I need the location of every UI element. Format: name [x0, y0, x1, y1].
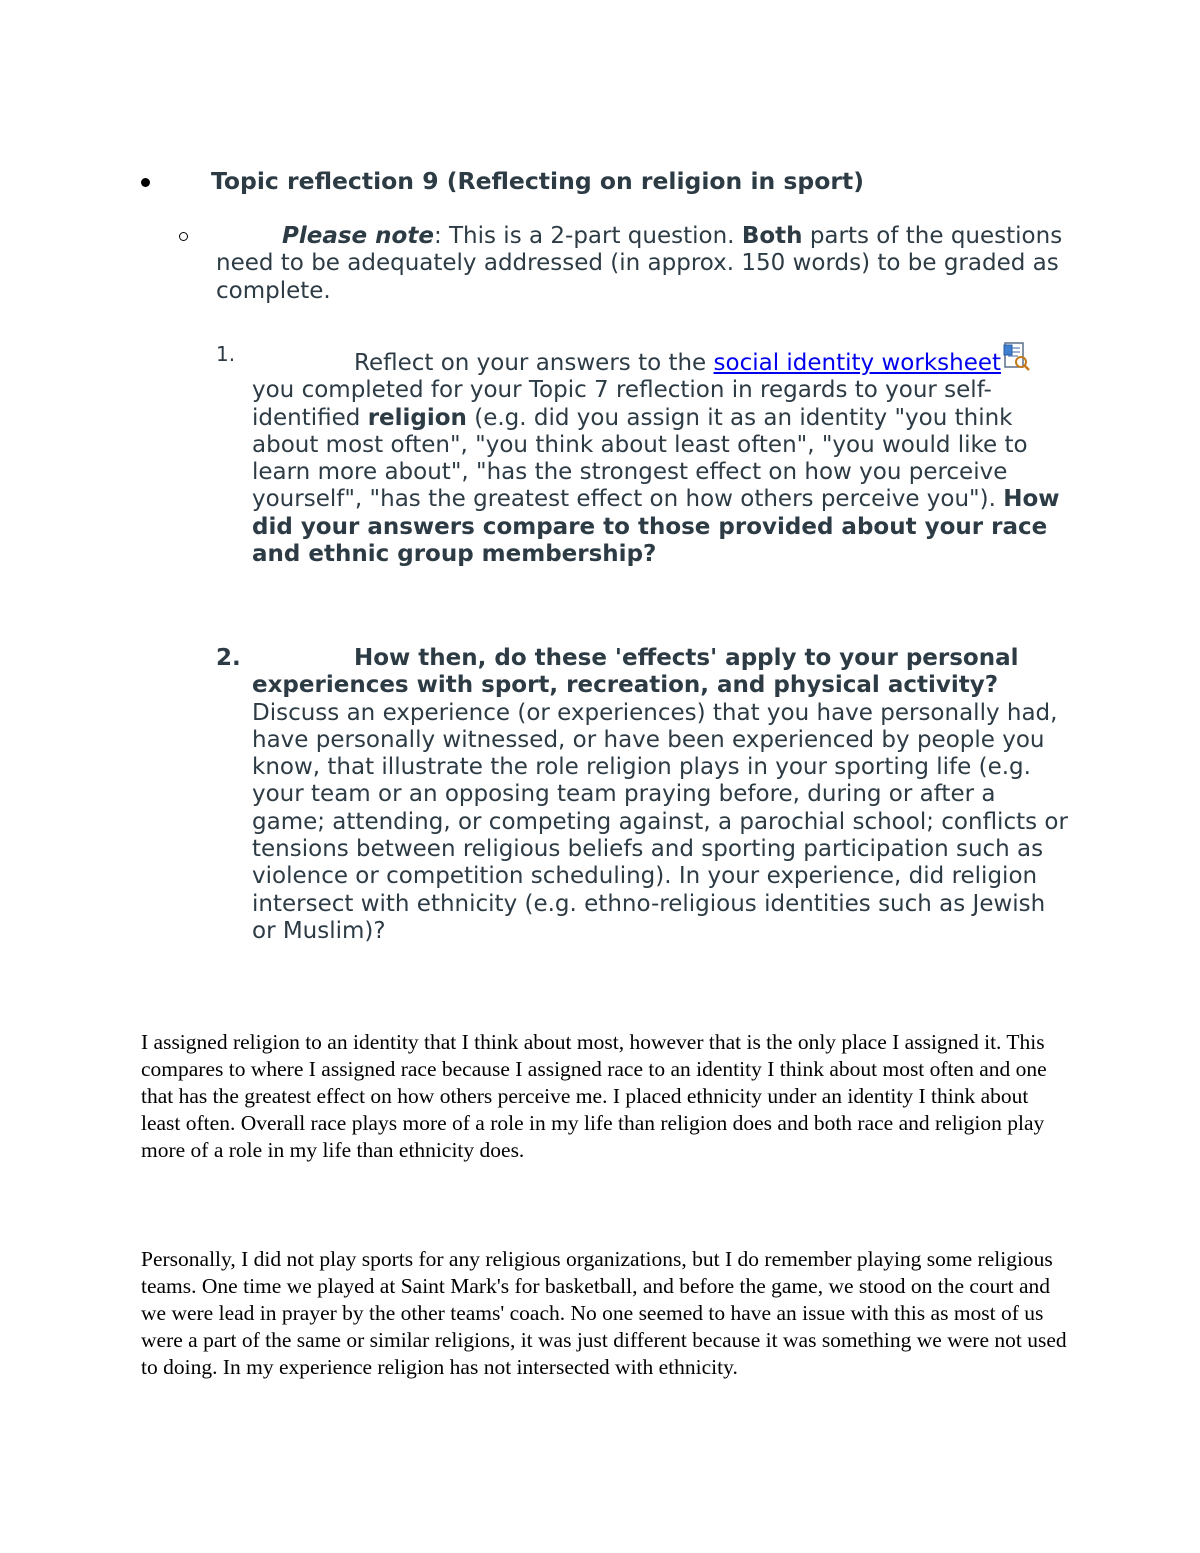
- question1-text-b: (e.g. did you assign it as an identity "you think about most often", "you think about least often", "you would like to learn more about", "has the strongest effect on how you perceive yourself", "has the greatest effect on how others perceive you").: [252, 404, 1028, 513]
- note-text-b: parts of the questions need to be adequately addressed (in approx. 150 words) to be graded as complete.: [216, 223, 1063, 304]
- question2-text: Discuss an experience (or experiences) that you have personally had, have personally witnessed, or have been experienced by people you know, that illustrate the role religion plays in your sporting life (e.g. your team or an opposing team praying before, during or after a game; attending, or competing against, a parochial school; conflicts or tensions between religious beliefs and sporting participation such as violence or competition scheduling). In your experience, did religion intersect with ethnicity (e.g. ethno-religious identities such as Jewish or Muslim)?: [252, 699, 1068, 944]
- answer-paragraph-2: Personally, I did not play sports for any religious organizations, but I do remember playing some religious teams. One time we played at Saint Mark's for basketball, and before the game, we stood on the court and we were lead in prayer by the other teams' coach. No one seemed to have an issue with this as most of us were a part of the same or similar religions, it was just different because it was something we were not used to doing. In my experience religion has not intersected with ethnicity.: [141, 1247, 1067, 1380]
- question2-number: 2.: [216, 645, 241, 671]
- topic-title: Topic reflection 9 (Reflecting on religion in sport): [211, 167, 864, 195]
- question1: [252, 342, 1072, 568]
- question1-text-a: you completed for your Topic 7 reflection in regards to your self-identified: [252, 377, 992, 431]
- question1-religion: religion: [367, 404, 467, 431]
- answer-paragraph-1: I assigned religion to an identity that I think about most, however that is the only place I assigned it. This compares to where I assigned race because I assigned race to an identity I think about most often and one that has the greatest effect on how others perceive me. I placed ethnicity under an identity I think about least often. Overall race plays more of a role in my life than religion does and both race and religion play more of a role in my life than ethnicity does.: [141, 1030, 1047, 1163]
- note-paragraph: [216, 223, 1066, 305]
- note-label: Please note: [282, 223, 434, 249]
- question2: [252, 645, 1072, 945]
- document-icon[interactable]: [1002, 342, 1030, 372]
- note-text-a: : This is a 2-part question.: [433, 223, 742, 249]
- social-identity-worksheet-link[interactable]: social identity worksheet: [713, 350, 1002, 376]
- question1-number: 1.: [216, 342, 236, 366]
- note-both: Both: [741, 223, 803, 249]
- question1-intro: Reflect on your answers to the: [354, 350, 714, 376]
- bullet-dot-icon: [141, 178, 150, 187]
- question2-bold-question: How then, do these 'effects' apply to your personal experiences with sport, recreation, and physical activity?: [252, 645, 1019, 699]
- bullet-circle-icon: [179, 232, 188, 241]
- question1-bold-question: How did your answers compare to those provided about your race and ethnic group membership?: [252, 486, 1060, 568]
